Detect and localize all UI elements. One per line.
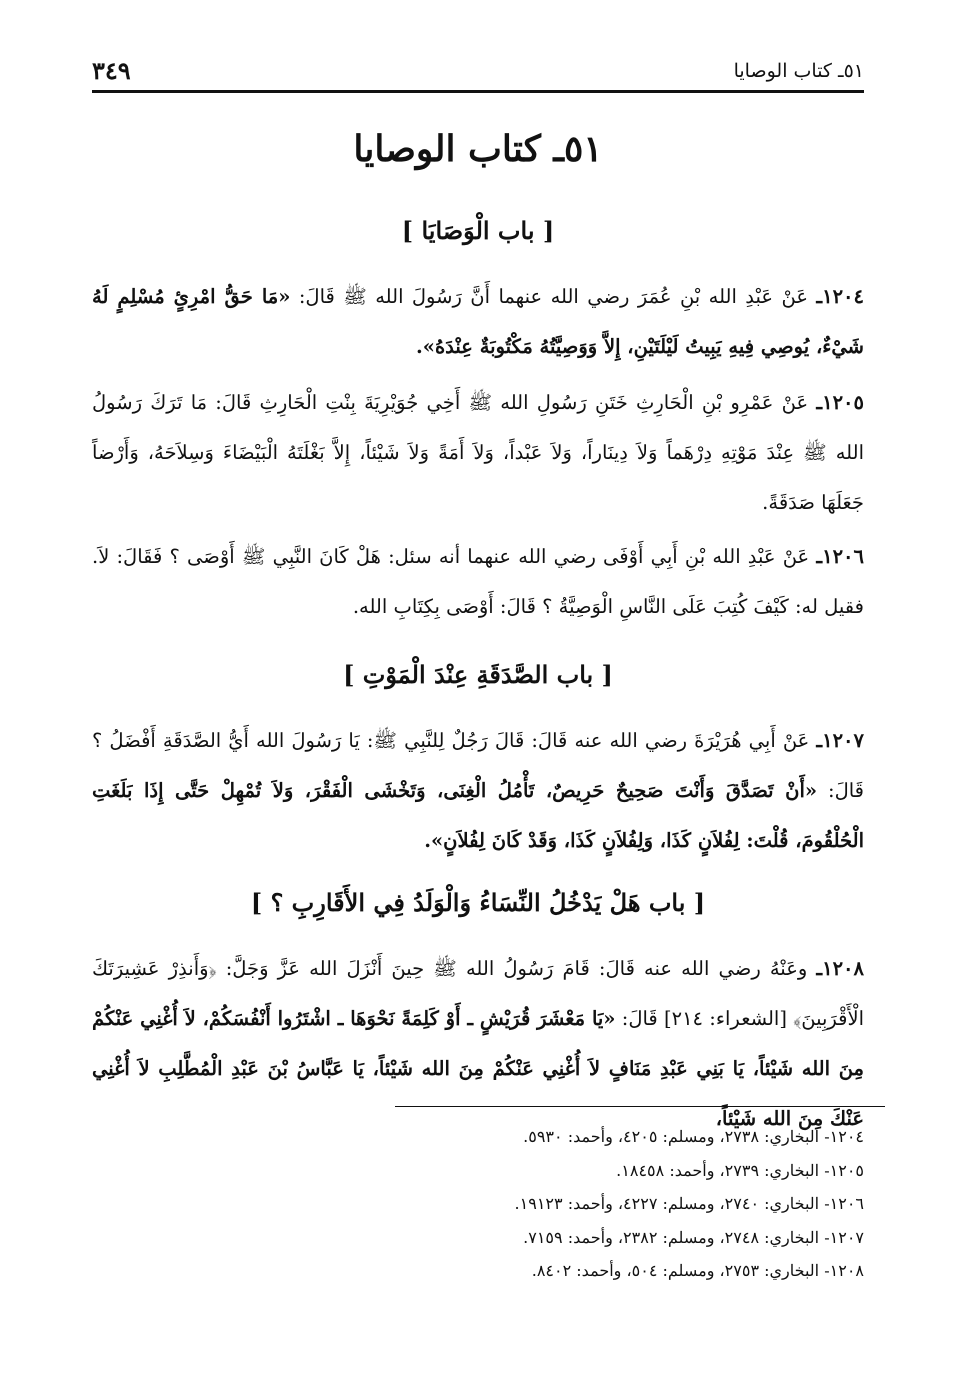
hadith-number: ١٢٠٥ـ	[816, 391, 864, 414]
page-number: ٣٤٩	[92, 56, 131, 85]
hadith-paragraph	[92, 378, 864, 528]
hadith-text: وعَنْهُ رضي الله عنه قَالَ: قَامَ رَسُولُ الله ﷺ حِينَ أَنْزَلَ الله عَزَّ وَجَلَّ: ﴿وَأَنذِرْ عَشِيرَتَكَ الْأَقْرَبِينَ﴾ [الشعراء: ٢١٤] قَالَ:	[92, 957, 864, 1030]
hadith-quote: «مَا حَقُّ امْرِئٍ مُسْلِمٍ لَهُ شَيْءٌ، يُوصِي فِيهِ يَبِيتُ لَيْلَتَيْنِ، إِلاَّ وَوَصِيَّتُهُ مَكْتُوبَةٌ عِنْدَهُ».	[92, 285, 864, 358]
footnote: ١٢٠٥- البخاري: ٢٧٣٩، وأحمد: ١٨٤٥٨.	[616, 1160, 864, 1180]
hadith-number: ١٢٠٦ـ	[816, 545, 865, 568]
footnote: ١٢٠٨- البخاري: ٢٧٥٣، ومسلم: ٥٠٤، وأحمد: ٨٤٠٢.	[531, 1261, 864, 1280]
hadith-paragraph	[92, 272, 864, 372]
header-section-title: ٥١ـ كتاب الوصايا	[733, 60, 864, 82]
footnote-divider	[395, 1106, 885, 1107]
chapter-heading-relatives: [ باب هَلْ يَدْخُلُ النِّسَاءُ وَالْوَلَدُ فِي الأَقَارِبِ ؟ ]	[250, 888, 706, 917]
hadith-number: ١٢٠٤ـ	[816, 285, 864, 308]
book-title: ٥١ـ كتاب الوصايا	[353, 128, 603, 170]
running-header	[92, 54, 864, 90]
footnote: ١٢٠٧- البخاري: ٢٧٤٨، ومسلم: ٢٣٨٢، وأحمد: ٧١٥٩.	[523, 1227, 864, 1247]
hadith-quote: «أَنْ تَصَدَّقَ وَأَنْتَ صَحِيحٌ حَرِيصٌ، تَأْمُلُ الْغِنَى، وَتَخْشَى الْفَقْرَ، وَلاَ تُمْهِلْ حَتَّى إِذَا بَلَغَتِ الْحُلْقُومَ، قُلْتَ: لِفُلاَنٍ كَذَا، وَلِفُلاَنٍ كَذَا، وَقَدْ كَانَ لِفُلاَنٍ».	[92, 779, 864, 852]
chapter-heading-wills: [ باب الْوَصَايَا ]	[401, 216, 555, 245]
hadith-number: ١٢٠٧ـ	[816, 729, 864, 752]
hadith-text: عَنْ عَبْدِ الله بْنِ عُمَرَ رضي الله عنهما أَنَّ رَسُولَ الله ﷺ قَالَ:	[290, 285, 808, 308]
hadith-text: عَنْ أَبِي هُرَيْرَةَ رضي الله عنه قَالَ: قَالَ رَجُلٌ لِلنَّبِي ﷺ: يَا رَسُولَ الله أَيُّ الصَّدَقَةِ أَفْضَلُ ؟ قَالَ:	[92, 729, 864, 802]
footnotes	[384, 1120, 864, 1288]
footnote: ١٢٠٦- البخاري: ٢٧٤٠، ومسلم: ٤٢٢٧، وأحمد: ١٩١٢٣.	[514, 1194, 864, 1213]
hadith-paragraph	[92, 716, 864, 866]
hadith-paragraph	[92, 944, 864, 1144]
chapter-heading-charity-at-death: [ باب الصَّدَقَةِ عِنْدَ الْمَوْتِ ]	[343, 660, 613, 689]
footnote: ١٢٠٤- البخاري: ٢٧٣٨، ومسلم: ٤٢٠٥، وأحمد: ٥٩٣٠.	[523, 1127, 864, 1146]
hadith-quote: «يَا مَعْشَرَ قُرَيْشٍ ـ أَوْ كَلِمَةً نَحْوَهَا ـ اشْتَرُوا أَنْفُسَكُمْ، لاَ أُغْنِي عَنْكُمْ مِنَ الله شَيْئاً، يَا بَنِي عَبْدِ مَنَافٍ لاَ أُغْنِي عَنْكُمْ مِنَ الله شَيْئاً، يَا عَبَّاسُ بْنَ عَبْدِ الْمُطَّلِبِ لاَ أُغْنِي عَنْكَ مِنَ الله شَيْئاً،	[92, 1007, 864, 1130]
hadith-number: ١٢٠٨ـ	[816, 957, 864, 980]
header-divider	[92, 90, 864, 93]
hadith-text: عَنْ عَبْدِ الله بْنِ أَبِي أَوْفَى رضي الله عنهما أنه سئل: هَلْ كَانَ النَّبِي ﷺ أَوْصَى ؟ فَقَالَ: لاَ. فقيل له: كَيْفَ كُتِبَ عَلَى النَّاسِ الْوَصِيَّةُ ؟ قَالَ: أَوْصَى بِكِتَابِ الله.	[92, 545, 864, 618]
hadith-paragraph	[92, 532, 864, 632]
hadith-text: عَنْ عَمْرِو بْنِ الْحَارِثِ خَتَنِ رَسُولِ الله ﷺ أَخِي جُوَيْرِيَةَ بِنْتِ الْحَارِثِ قَالَ: مَا تَرَكَ رَسُولُ الله ﷺ عِنْدَ مَوْتِهِ دِرْهَماً وَلاَ دِينَاراً، وَلاَ عَبْداً، وَلاَ أَمَةً وَلاَ شَيْئاً، إِلاَّ بَغْلَتَهُ الْبَيْضَاءَ وَسِلاَحَهُ، وَأَرْضاً جَعَلَهَا صَدَقَةً.	[92, 391, 864, 514]
